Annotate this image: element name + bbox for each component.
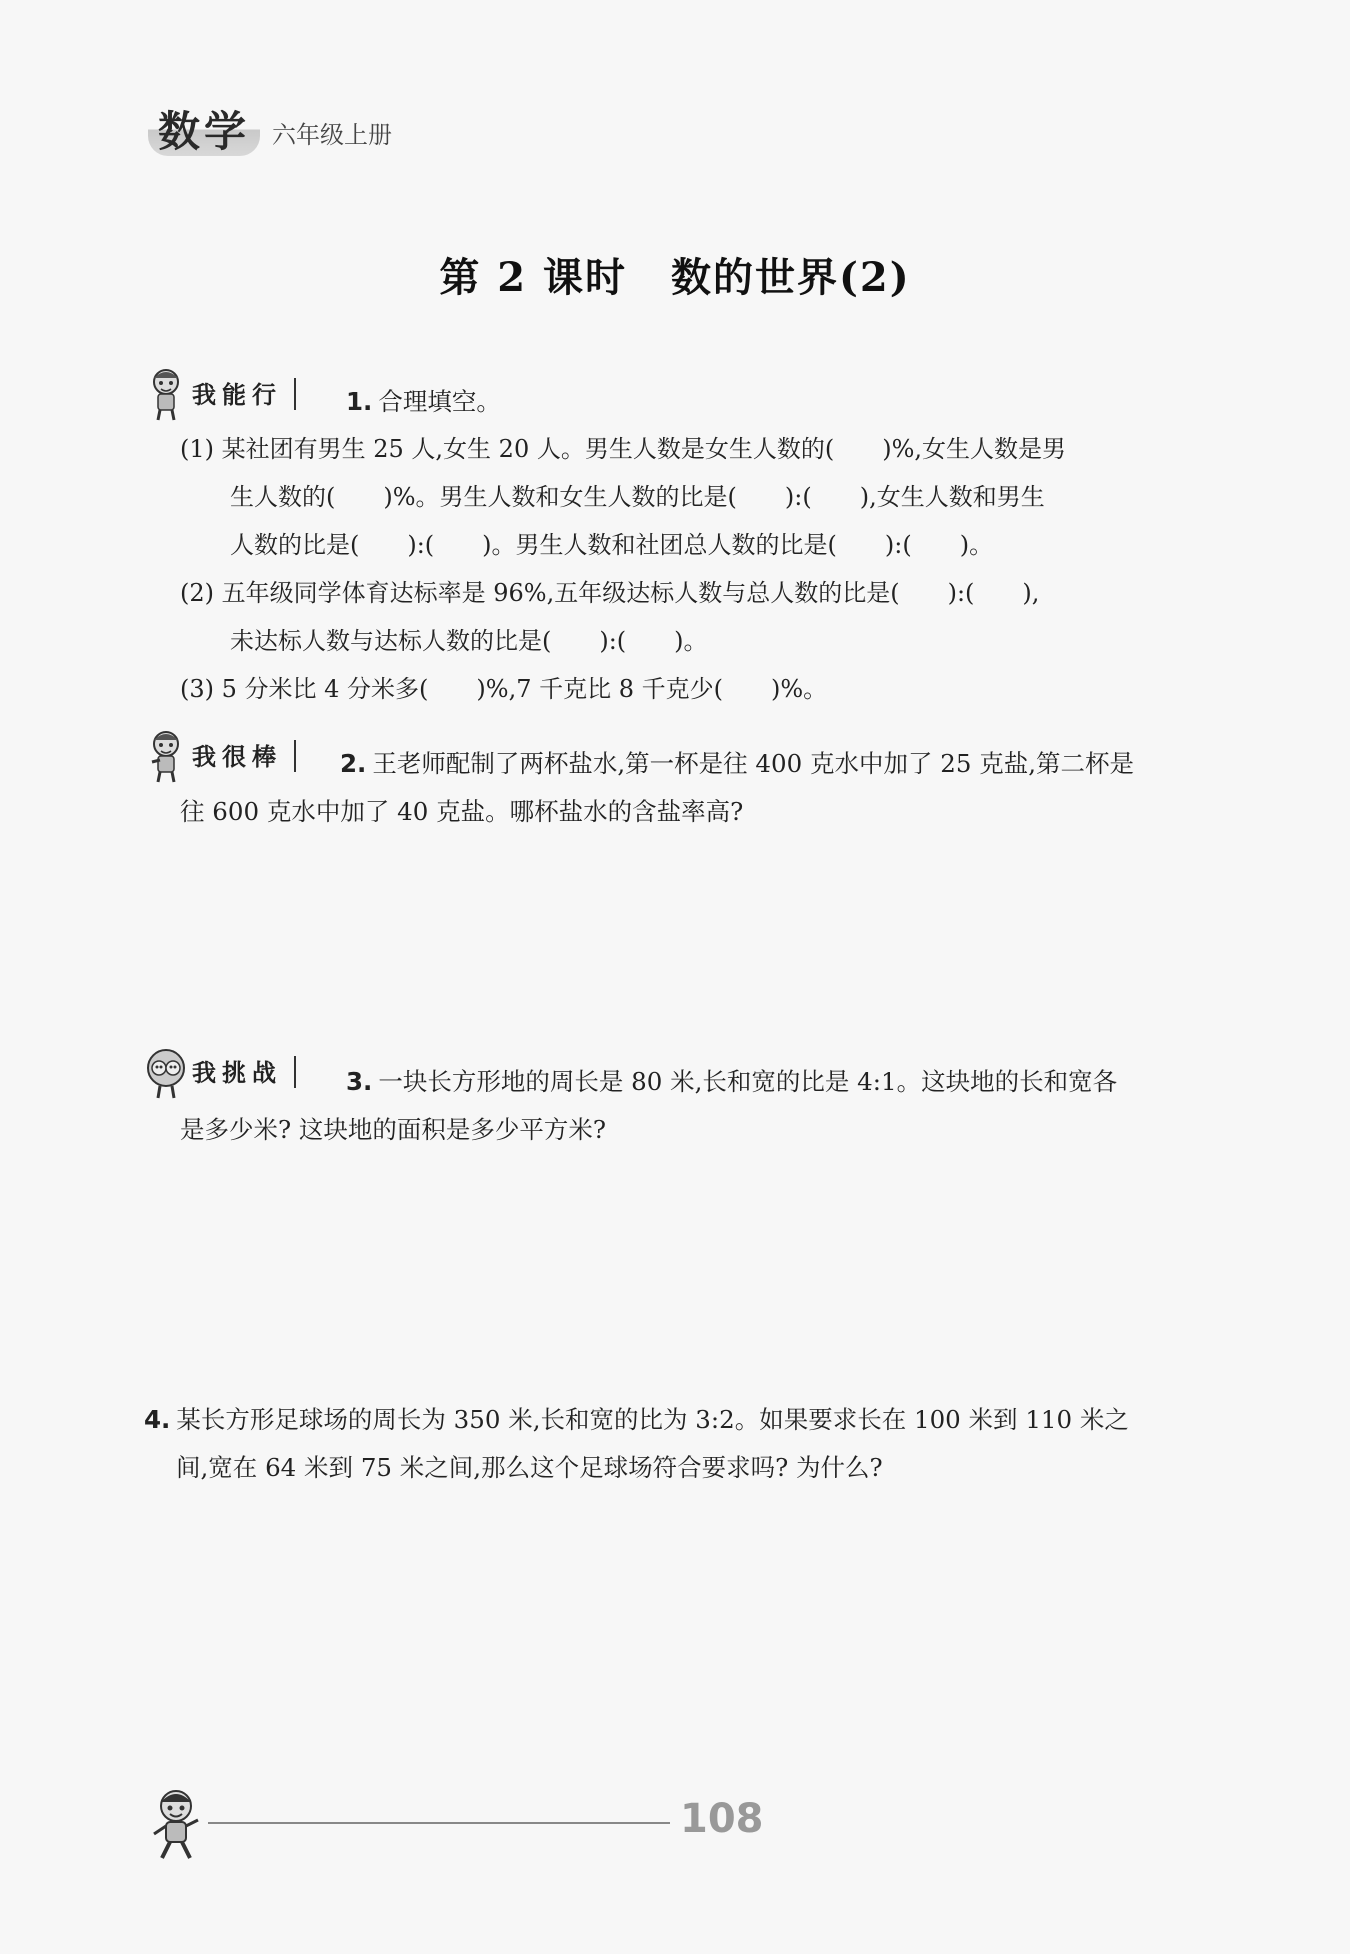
q1-sub1-line2: 生人数的( )%。男生人数和女生人数的比是( ):( ),女生人数和男生 [230,483,1045,511]
q4-line2: 间,宽在 64 米到 75 米之间,那么这个足球场符合要求吗? 为什么? [176,1453,883,1482]
question-4 [144,1396,1129,1444]
q3-line1: 一块长方形地的周长是 80 米,长和宽的比是 4:1。这块地的长和宽各 [378,1067,1118,1096]
q2-line1: 王老师配制了两杯盐水,第一杯是往 400 克水中加了 25 克盐,第二杯是 [372,749,1135,778]
lesson-title [0,246,1350,303]
girl-mascot-icon [146,366,186,422]
q1-sub2-line1: (2) 五年级同学体育达标率是 96%,五年级达标人数与总人数的比是( ):( ), [180,579,1040,607]
grade-label: 六年级上册 [272,121,393,149]
question-text: 合理填空。 [378,387,501,416]
badge-wo-neng-xing [146,366,296,422]
badge-label: 我很棒 [186,740,296,772]
badge-wo-hen-bang [146,728,296,784]
boy-mascot-icon [146,1786,206,1866]
question-number: 2. [340,749,367,778]
children-mascot-icon [146,1044,186,1100]
question-3 [346,1058,1117,1106]
q1-sub1-line1: (1) 某社团有男生 25 人,女生 20 人。男生人数是女生人数的( )%,女生人数是男 [180,435,1067,463]
badge-label: 我挑战 [186,1056,296,1088]
lesson-number: 第 2 课时 [439,254,627,301]
badge-wo-tiao-zhan [146,1044,296,1100]
footer-rule [208,1822,670,1824]
q1-sub1-line3: 人数的比是( ):( )。男生人数和社团总人数的比是( ):( )。 [230,531,994,559]
q3-line2: 是多少米? 这块地的面积是多少平方米? [180,1115,607,1144]
girl-mascot-icon [146,728,186,784]
q1-sub3-line1: (3) 5 分米比 4 分米多( )%,7 千克比 8 千克少( )%。 [180,675,828,703]
q1-sub2-line2: 未达标人数与达标人数的比是( ):( )。 [230,627,708,655]
page-header [148,108,392,156]
q4-line1: 某长方形足球场的周长为 350 米,长和宽的比为 3:2。如果要求长在 100 米到 110 米之 [176,1405,1129,1434]
q2-line2: 往 600 克水中加了 40 克盐。哪杯盐水的含盐率高? [180,797,744,826]
question-1-heading [346,378,501,426]
lesson-name: 数的世界(2) [671,254,911,301]
question-2 [340,740,1134,788]
question-number: 4. [144,1405,171,1434]
question-number: 1. [346,387,373,416]
badge-label: 我能行 [186,378,296,410]
page-number: 108 [680,1796,764,1842]
question-number: 3. [346,1067,373,1096]
subject-title: 数学 [148,108,260,156]
